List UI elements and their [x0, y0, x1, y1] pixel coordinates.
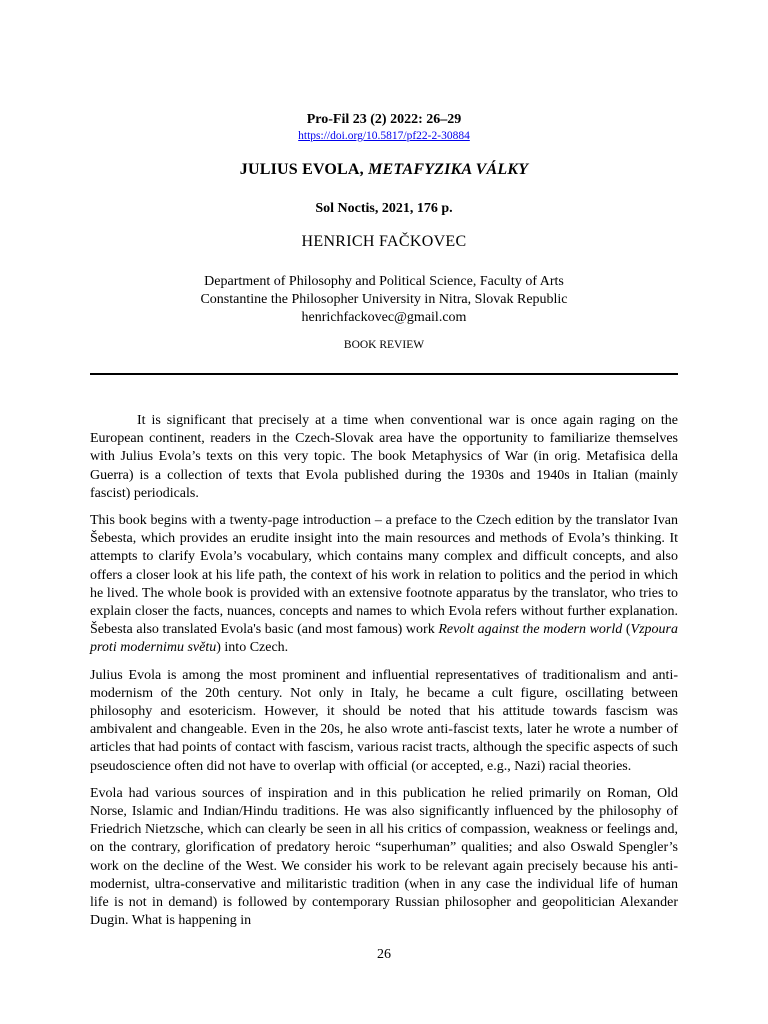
title-prefix: JULIUS EVOLA,: [239, 161, 369, 178]
paragraph-3: Julius Evola is among the most prominent and influential representatives of traditionalism and anti-modernism of the 20th century. Not only in Italy, he became a cult figure, oscillating between philosophy and esotericism. However, it should be noted that his attitude towards fascism was ambivalent and changeable. Even in the 20s, he also wrote anti-fascist texts, later he wrote a number of articles that had points of contact with fascism, various racist tracts, although the specific aspects of such pseudoscience often did not have to overlap with official (or accepted, e.g., Nazi) racial theories.: [90, 667, 678, 774]
journal-citation: Pro-Fil 23 (2) 2022: 26–29: [306, 112, 462, 127]
paragraph-2-text: This book begins with a twenty-page introduction – a preface to the Czech edition by the translator Ivan Šebesta, which provides an erudite insight into the main resources and methods of Evola’s thinking. It attempts to clarify Evola’s vocabulary, which contains many complex and difficult concepts, and also offers a closer look at his life path, the context of his work in relation to politics and the period in which he lived. The whole book is provided with an extensive footnote apparatus by the translator, who tries to explain closer the facts, nuances, concepts and names to which Evola refers without further explanation. Šebesta also translated Evola's basic (and most famous) work: [90, 513, 678, 638]
book-title-czech: Vzpoura proti modernimu světu: [90, 622, 678, 656]
author-name: HENRICH FAČKOVEC: [301, 233, 467, 250]
paragraph-4: Evola had various sources of inspiration and in this publication he relied primarily on Roman, Old Norse, Islamic and Indian/Hindu traditions. He was also significantly influenced by the philosophy of Friedrich Nietzsche, which can clearly be seen in all his critics of compassion, weakness or feelings and, on the contrary, glorification of predatory heroic “superhuman” qualities; and also Oswald Spengler’s work on the decline of the West. We consider his work to be relevant again precisely because his anti-modernist, ultra-conservative and militaristic tradition (when in any case the individual life of human life is not in demand) is followed by contemporary Russian philosopher and geopolitician Alexander Dugin. What is happening in: [90, 785, 678, 929]
book-title-english: Revolt against the modern world: [438, 622, 623, 638]
paragraph-1: It is significant that precisely at a time when conventional war is once again raging on the European continent, readers in the Czech-Slovak area have the opportunity to familiarize themselves with Julius Evola’s texts on this very topic. The book Metaphysics of War (in orig. Metafisica della Guerra) is a collection of texts that Evola published during the 1930s and 1940s in Italian (mainly fascist) periodicals.: [90, 413, 678, 501]
article-title: [0, 161, 768, 179]
affiliation-university: Constantine the Philosopher University in Nitra, Slovak Republic: [200, 292, 568, 307]
header-divider: [90, 373, 678, 375]
paragraph-2: [90, 512, 678, 658]
affiliation: [0, 273, 768, 327]
article-body: [90, 412, 678, 939]
doi-line: [0, 130, 768, 142]
author-email: henrichfackovec@gmail.com: [301, 310, 467, 325]
title-book-name: METAFYZIKA VÁLKY: [368, 161, 529, 178]
page-number: 26: [377, 947, 391, 962]
affiliation-department: Department of Philosophy and Political Science, Faculty of Arts: [204, 274, 564, 289]
paragraph-2-paren: (: [622, 622, 631, 638]
paragraph-2-end: ) into Czech.: [216, 640, 289, 656]
doi-link[interactable]: https://doi.org/10.5817/pf22-2-30884: [298, 130, 470, 142]
publication-info: Sol Noctis, 2021, 176 p.: [315, 201, 453, 216]
article-type: BOOK REVIEW: [343, 339, 425, 351]
